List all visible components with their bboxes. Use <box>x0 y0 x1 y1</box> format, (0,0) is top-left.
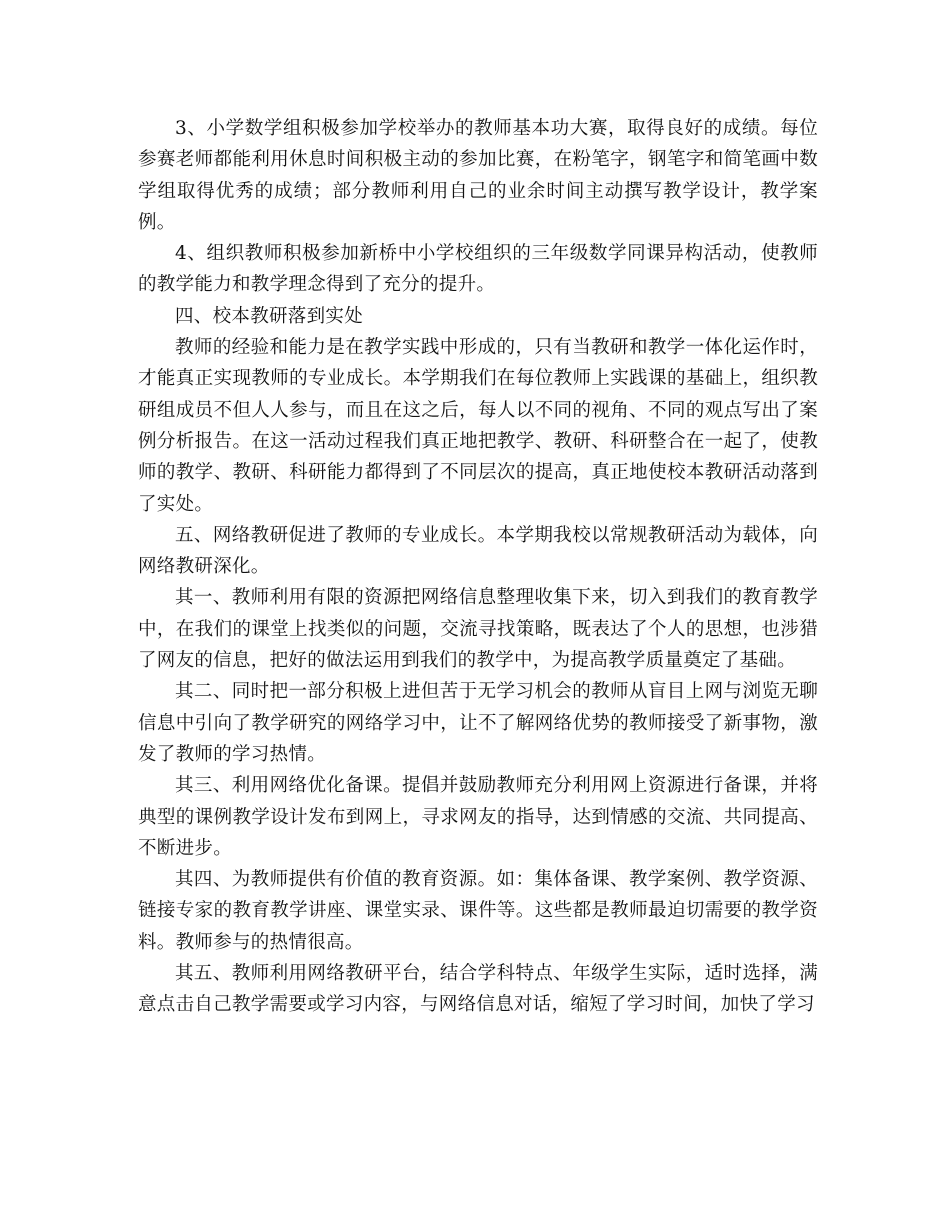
document-body <box>138 113 818 1021</box>
paragraph-school-research: 教师的经验和能力是在教学实践中形成的，只有当教研和教学一体化运作时，才能真正实现教师的专业成长。本学期我们在每位教师上实践课的基础上，组织教研组成员不但人人参与，而且在这之后，每人以不同的视角、不同的观点写出了案例分析报告。在这一活动过程我们真正地把教学、教研、科研整合在一起了，使教师的教学、教研、科研能力都得到了不同层次的提高，真正地使校本教研活动落到了实处。 <box>138 337 818 515</box>
paragraph-network-point-4: 其四、为教师提供有价值的教育资源。如：集体备课、教学案例、教学资源、链接专家的教育教学讲座、课堂实录、课件等。这些都是教师最迫切需要的教学资料。教师参与的热情很高。 <box>138 869 818 953</box>
paragraph-network-point-5: 其五、教师利用网络教研平台，结合学科特点、年级学生实际，适时选择，满意点击自己教学需要或学习内容，与网络信息对话，缩短了学习时间，加快了学习 <box>138 963 818 1016</box>
paragraph-item-4-same-lesson-activity: 4、组织教师积极参加新桥中小学校组织的三年级数学同课异构活动，使教师的教学能力和教学理念得到了充分的提升。 <box>138 243 818 296</box>
section-heading-network-research: 五、网络教研促进了教师的专业成长。本学期我校以常规教研活动为载体，向网络教研深化。 <box>138 524 818 578</box>
section-heading-school-research: 四、校本教研落到实处 <box>175 305 364 327</box>
paragraph-network-point-1: 其一、教师利用有限的资源把网络信息整理收集下来，切入到我们的教育教学中，在我们的课堂上找类似的问题，交流寻找策略，既表达了个人的思想，也涉猎了网友的信息，把好的做法运用到我们的教学中，为提高教学质量奠定了基础。 <box>138 587 818 672</box>
paragraph-network-point-3: 其三、利用网络优化备课。提倡并鼓励教师充分利用网上资源进行备课，并将典型的课例教学设计发布到网上，寻求网友的指导，达到情感的交流、共同提高、不断进步。 <box>138 775 818 859</box>
paragraph-network-point-2: 其二、同时把一部分积极上进但苦于无学习机会的教师从盲目上网与浏览无聊信息中引向了教学研究的网络学习中，让不了解网络优势的教师接受了新事物，激发了教师的学习热情。 <box>138 681 818 765</box>
paragraph-item-3-basic-skills-contest: 3、小学数学组积极参加学校举办的教师基本功大赛，取得良好的成绩。每位参赛老师都能利用休息时间积极主动的参加比赛，在粉笔字，钢笔字和简笔画中数学组取得优秀的成绩；部分教师利用自己的业余时间主动撰写教学设计，教学案例。 <box>138 118 818 233</box>
